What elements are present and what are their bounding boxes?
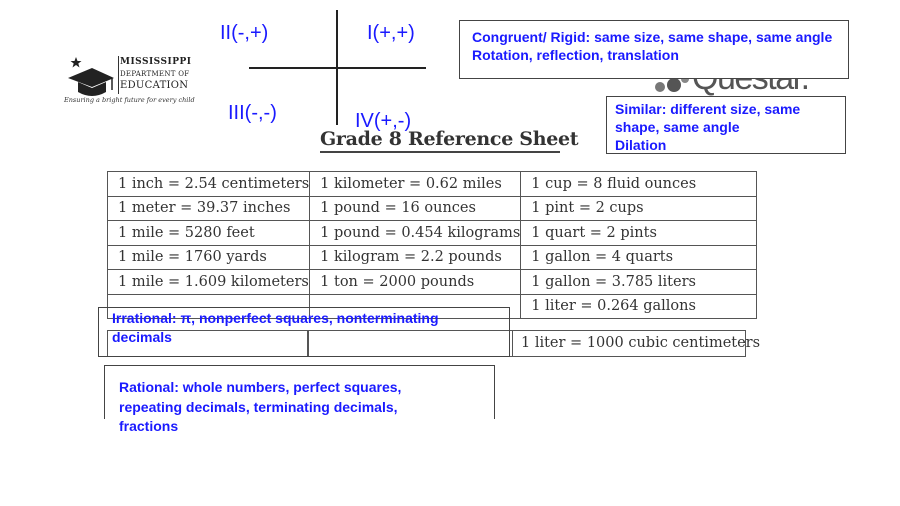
- similar-note-line-3: Dilation: [615, 137, 667, 153]
- table-row: [108, 172, 757, 197]
- table-cell: 1 mile = 1.609 kilometers: [108, 270, 310, 295]
- table-cell: 1 gallon = 4 quarts: [521, 245, 757, 270]
- table-cell: 1 kilometer = 0.62 miles: [310, 172, 521, 197]
- rational-note: [119, 378, 479, 437]
- similar-note-line-1: Similar: different size, same: [615, 101, 801, 117]
- table-cell: 1 kilogram = 2.2 pounds: [310, 245, 521, 270]
- rational-note-line-3: fractions: [119, 418, 179, 434]
- table-cell: 1 inch = 2.54 centimeters: [108, 172, 310, 197]
- table-cell: 1 mile = 1760 yards: [108, 245, 310, 270]
- table-row: [108, 270, 757, 295]
- congruent-note: [459, 20, 849, 79]
- page-title: Grade 8 Reference Sheet: [320, 128, 579, 150]
- table-cell-extra: 1 liter = 1000 cubic centimeters: [512, 330, 746, 357]
- irrational-note-line-2: decimals: [112, 329, 172, 345]
- table-cell: 1 pint = 2 cups: [521, 196, 757, 221]
- table-row: [108, 221, 757, 246]
- table-row: [108, 245, 757, 270]
- title-underline: [320, 151, 560, 153]
- table-cell: 1 gallon = 3.785 liters: [521, 270, 757, 295]
- table-cell: 1 ton = 2000 pounds: [310, 270, 521, 295]
- graduation-cap-icon: [66, 56, 116, 98]
- quadrant-2-label: II(-,+): [220, 22, 269, 44]
- mississippi-education-logo: [64, 46, 214, 110]
- table-cell: 1 meter = 39.37 inches: [108, 196, 310, 221]
- irrational-note: [98, 307, 510, 357]
- congruent-note-line-1: Congruent/ Rigid: same size, same shape, same angle: [472, 29, 833, 45]
- quadrant-3-label: III(-,-): [228, 102, 277, 124]
- irrational-note-line-1: Irrational: π, nonperfect squares, nonterminating: [112, 310, 439, 326]
- logo-tagline: Ensuring a bright future for every child: [64, 96, 195, 104]
- conversion-table: [107, 171, 757, 319]
- table-cell: 1 cup = 8 fluid ounces: [521, 172, 757, 197]
- quadrant-1-label: I(+,+): [367, 22, 415, 44]
- table-cell: 1 quart = 2 pints: [521, 221, 757, 246]
- congruent-note-line-2: Rotation, reflection, translation: [472, 47, 679, 63]
- table-row: [108, 196, 757, 221]
- table-cell: 1 pound = 0.454 kilograms: [310, 221, 521, 246]
- logo-line-2: DEPARTMENT OF: [120, 70, 190, 78]
- rational-note-line-1: Rational: whole numbers, perfect squares,: [119, 379, 402, 395]
- x-axis-line: [249, 67, 426, 69]
- similar-note: [606, 96, 846, 154]
- quadrant-4-label: IV(+,-): [355, 110, 412, 132]
- table-cell: 1 liter = 0.264 gallons: [521, 294, 757, 319]
- table-cell: 1 mile = 5280 feet: [108, 221, 310, 246]
- table-cell: 1 pound = 16 ounces: [310, 196, 521, 221]
- logo-line-3: EDUCATION: [120, 80, 189, 91]
- rational-note-line-2: repeating decimals, terminating decimals,: [119, 398, 398, 415]
- logo-line-1: MISSISSIPPI: [120, 57, 192, 67]
- similar-note-line-2: shape, same angle: [615, 119, 740, 135]
